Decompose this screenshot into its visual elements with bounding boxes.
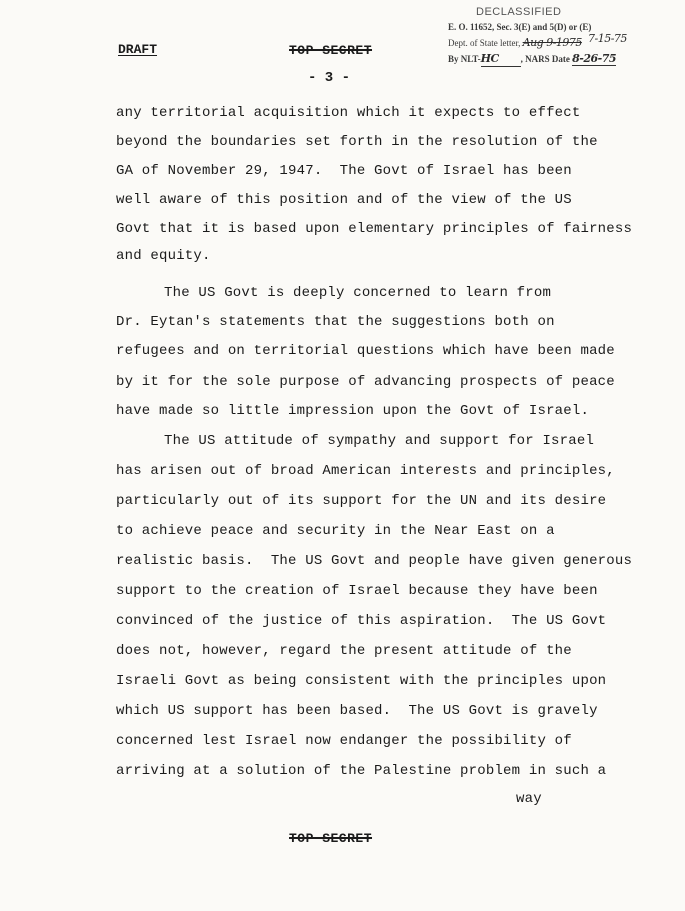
classification-footer: TOP SECRET bbox=[289, 831, 373, 846]
body-line: any territorial acquisition which it expects to effect bbox=[116, 105, 581, 121]
body-line: concerned lest Israel now endanger the possibility of bbox=[116, 733, 572, 749]
stamp-dept-label: Dept. of State letter, bbox=[448, 38, 521, 48]
body-line: support to the creation of Israel because they have been bbox=[116, 583, 598, 599]
body-line: Dr. Eytan's statements that the suggestions both on bbox=[116, 314, 555, 330]
body-line: The US attitude of sympathy and support for Israel bbox=[164, 433, 595, 449]
page-number: - 3 - bbox=[308, 70, 351, 86]
stamp-by-line bbox=[448, 51, 680, 67]
stamp-nars-value: 8-26-75 bbox=[572, 52, 617, 65]
body-line: particularly out of its support for the UN and its desire bbox=[116, 493, 607, 509]
body-line: have made so little impression upon the Govt of Israel. bbox=[116, 403, 590, 419]
stamp-by-label: By NLT- bbox=[448, 54, 481, 64]
stamp-title: DECLASSIFIED bbox=[476, 6, 562, 18]
body-line: well aware of this position and of the view of the US bbox=[116, 192, 572, 208]
catchword: way bbox=[516, 791, 542, 807]
body-line: beyond the boundaries set forth in the resolution of the bbox=[116, 134, 598, 150]
stamp-dept-date: Aug 9-1975 bbox=[522, 36, 582, 49]
body-line: Govt that it is based upon elementary principles of fairness bbox=[116, 221, 633, 237]
stamp-nars-label: , NARS Date bbox=[520, 54, 570, 64]
body-line: Israeli Govt as being consistent with the principles upon bbox=[116, 673, 607, 689]
body-line: to achieve peace and security in the Near East on a bbox=[116, 523, 555, 539]
body-line: which US support has been based. The US Govt is gravely bbox=[116, 703, 598, 719]
draft-label: DRAFT bbox=[118, 42, 158, 57]
stamp-dept-line bbox=[448, 32, 680, 51]
body-line: realistic basis. The US Govt and people have given generous bbox=[116, 553, 633, 569]
declassification-stamp bbox=[448, 5, 680, 67]
stamp-dept-date-alt: 7-15-75 bbox=[588, 32, 627, 45]
body-line: by it for the sole purpose of advancing prospects of peace bbox=[116, 374, 615, 390]
body-line: convinced of the justice of this aspiration. The US Govt bbox=[116, 613, 607, 629]
body-line: The US Govt is deeply concerned to learn from bbox=[164, 285, 552, 301]
body-line: has arisen out of broad American interests and principles, bbox=[116, 463, 615, 479]
body-line: GA of November 29, 1947. The Govt of Israel has been bbox=[116, 163, 572, 179]
body-line: does not, however, regard the present attitude of the bbox=[116, 643, 572, 659]
stamp-by-value: HC bbox=[481, 51, 521, 67]
stamp-eo-line: E. O. 11652, Sec. 3(E) and 5(D) or (E) bbox=[448, 22, 592, 32]
classification-header: TOP SECRET bbox=[289, 43, 373, 58]
body-line: refugees and on territorial questions which have been made bbox=[116, 343, 615, 359]
body-line: arriving at a solution of the Palestine problem in such a bbox=[116, 763, 607, 779]
body-line: and equity. bbox=[116, 248, 211, 264]
